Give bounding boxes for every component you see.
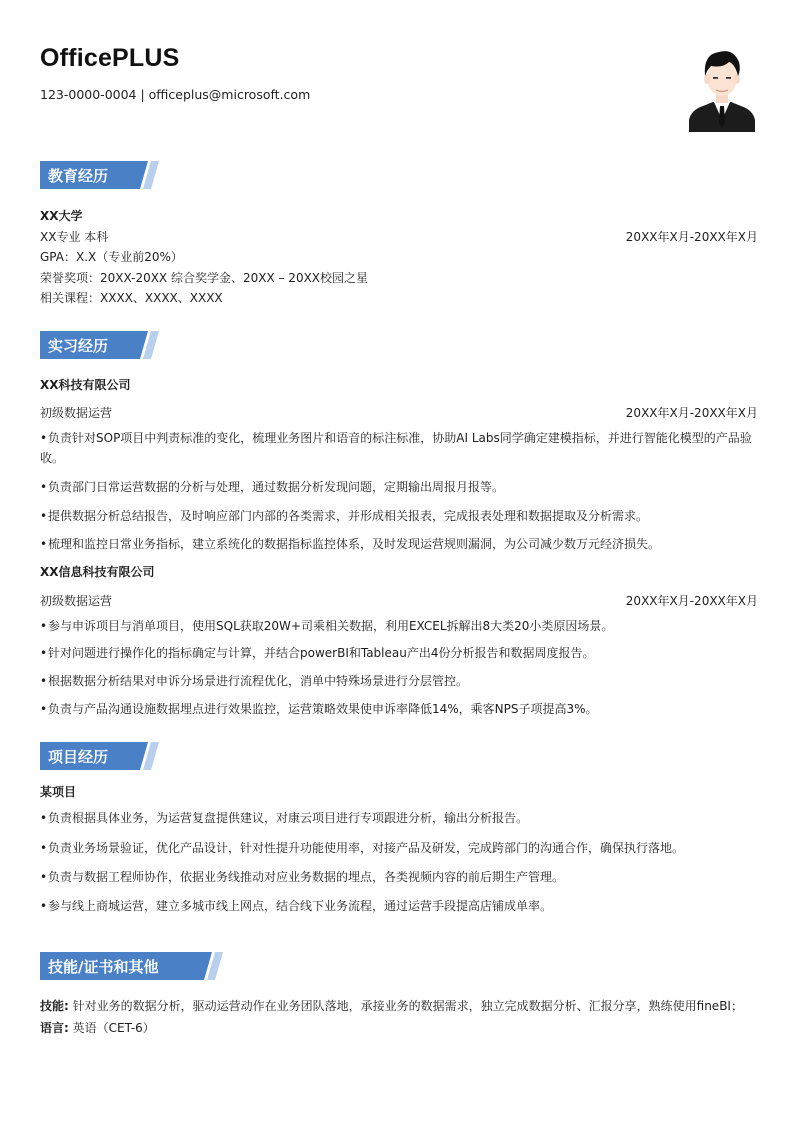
language-label: 语言:: [40, 1021, 69, 1035]
list-item: •负责根据具体业务，为运营复盘提供建议，对康云项目进行专项跟进分析，输出分析报告。: [40, 811, 529, 825]
contact-info: 123-0000-0004 | officeplus@microsoft.com: [40, 87, 311, 102]
major-degree: XX专业 本科: [40, 230, 109, 244]
avatar: [689, 44, 755, 132]
list-item: •负责与产品沟通设施数据埋点进行效果监控，运营策略效果使申诉率降低14%，乘客NPS子项提高3%。: [40, 702, 598, 716]
list-item: •参与申诉项目与消单项目，使用SQL获取20W+司乘相关数据，利用EXCEL拆解出8大类20小类原因场景。: [40, 619, 614, 633]
job-dates: 20XX年X月-20XX年X月: [625, 406, 758, 420]
list-item: •根据数据分析结果对申诉分场景进行流程优化，消单中特殊场景进行分层管控。: [40, 674, 469, 688]
job-role: 初级数据运营: [40, 406, 113, 420]
job-role: 初级数据运营: [40, 594, 113, 608]
school-name: XX大学: [40, 209, 83, 223]
list-item: •梳理和监控日常业务指标，建立系统化的数据指标监控体系，及时发现运营规则漏洞，为公司减少数万元经济损失。: [40, 537, 661, 551]
honors: 荣誉奖项：20XX-20XX 综合奖学金、20XX – 20XX校园之星: [40, 271, 369, 285]
section-title: 教育经历: [48, 167, 109, 185]
list-item: •负责针对SOP项目中判责标准的变化，梳理业务图片和语音的标注标准，协助AI Labs同学确定建模指标，并进行智能化模型的产品验收。: [40, 431, 752, 465]
section-title: 实习经历: [48, 337, 109, 355]
list-item: •负责与数据工程师协作，依据业务线推动对应业务数据的埋点，各类视频内容的前后期生产管理。: [40, 870, 565, 884]
company-name: XX科技有限公司: [40, 378, 131, 392]
list-item: •提供数据分析总结报告，及时响应部门内部的各类需求，并形成相关报表，完成报表处理和数据提取及分析需求。: [40, 509, 649, 523]
list-item: •负责部门日常运营数据的分析与处理，通过数据分析发现问题，定期输出周报月报等。: [40, 480, 505, 494]
section-header-education: [40, 161, 162, 189]
job-dates: 20XX年X月-20XX年X月: [625, 594, 758, 608]
language-line: [40, 1019, 155, 1036]
skills-line: [40, 997, 743, 1014]
section-title: 技能/证书和其他: [48, 958, 159, 976]
skills-label: 技能:: [40, 999, 69, 1013]
section-title: 项目经历: [48, 748, 109, 766]
courses: 相关课程：XXXX、XXXX、XXXX: [40, 291, 223, 305]
list-item: •负责业务场景验证，优化产品设计，针对性提升功能使用率，对接产品及研发，完成跨部门的沟通合作，确保执行落地。: [40, 841, 685, 855]
language-text: 英语（CET-6）: [72, 1021, 155, 1035]
list-item: •参与线上商城运营，建立多城市线上网点，结合线下业务流程，通过运营手段提高店铺成单率。: [40, 899, 553, 913]
education-dates: 20XX年X月-20XX年X月: [625, 230, 758, 244]
section-header-skills: [40, 952, 226, 980]
project-name: 某项目: [40, 785, 77, 799]
candidate-name: OfficePLUS: [40, 44, 180, 72]
gpa: GPA：X.X（专业前20%）: [40, 250, 183, 264]
company-name: XX信息科技有限公司: [40, 565, 155, 579]
skills-text: 针对业务的数据分析，驱动运营动作在业务团队落地，承接业务的数据需求，独立完成数据分析、汇报分享，熟练使用fineBI；: [72, 999, 743, 1013]
section-header-internship: [40, 331, 162, 359]
section-header-project: [40, 742, 162, 770]
list-item: •针对问题进行操作化的指标确定与计算，并结合powerBI和Tableau产出4份分析报告和数据周度报告。: [40, 646, 595, 660]
